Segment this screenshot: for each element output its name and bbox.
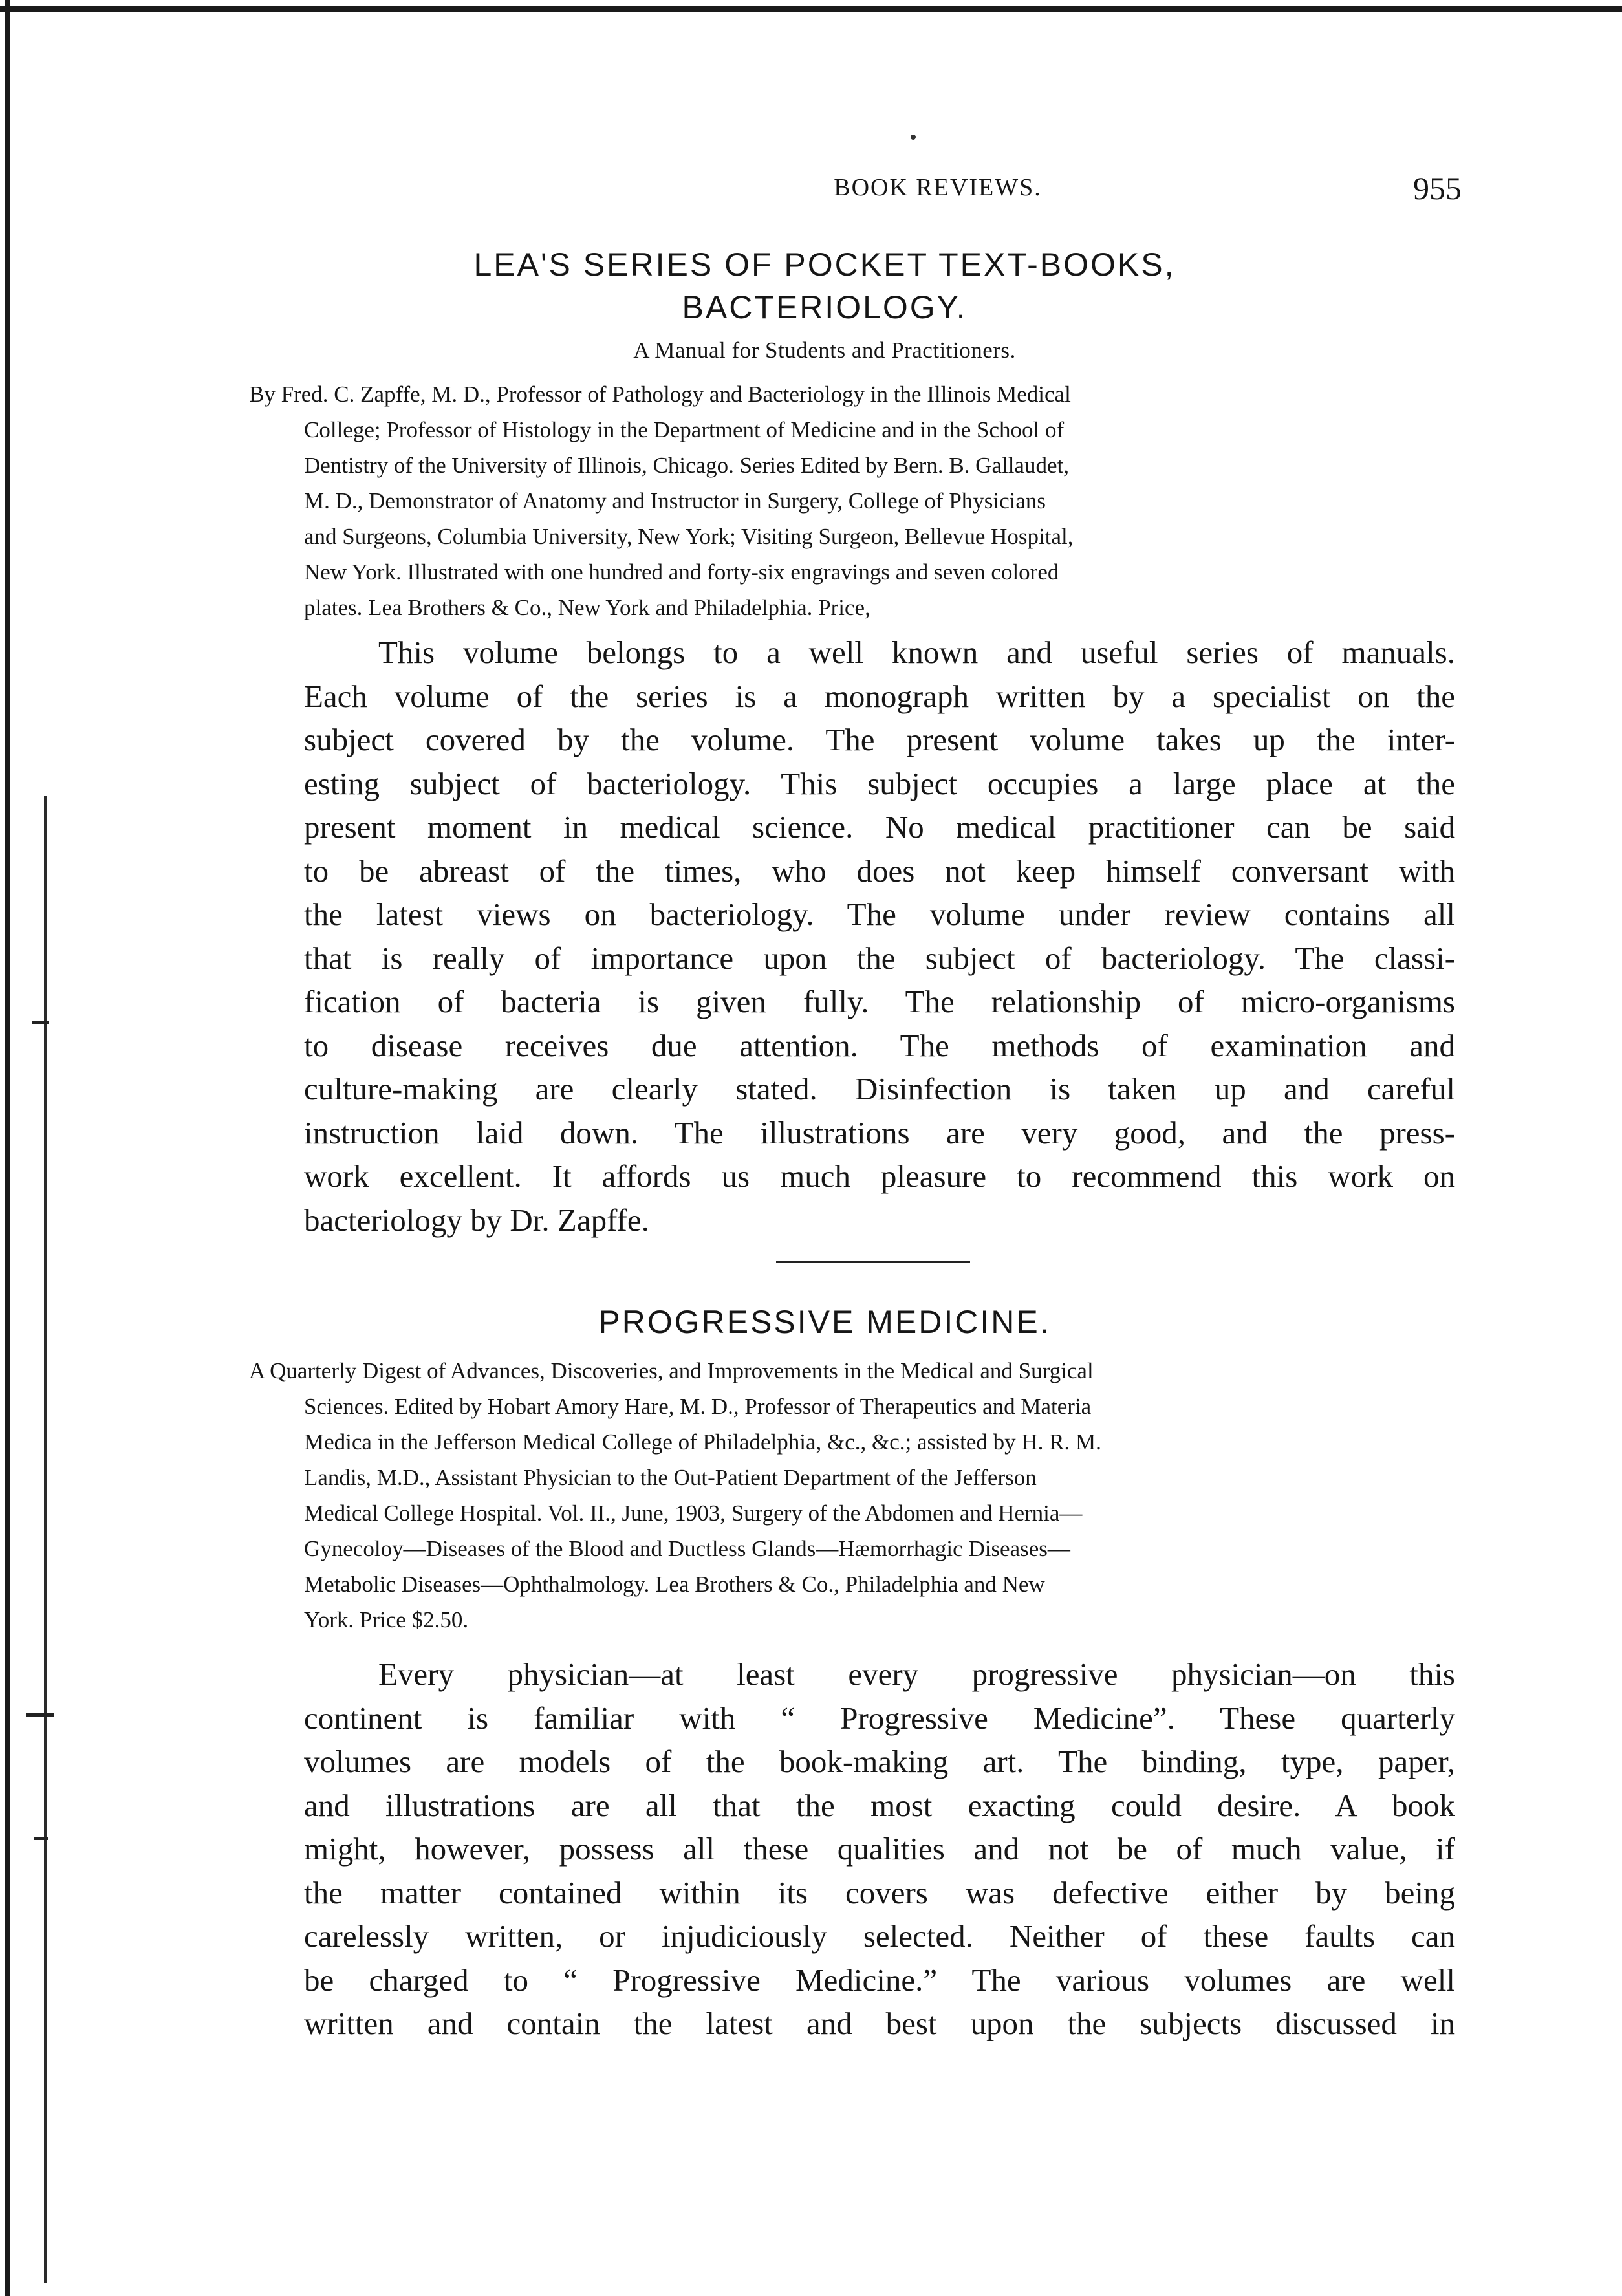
body-line: carelessly written, or injudiciously selected. Neither of these faults can — [304, 1918, 1455, 1954]
body-line: fication of bacteria is given fully. The relationship of micro-organisms — [304, 984, 1455, 1019]
review-title-2: BACTERIOLOGY. — [682, 289, 968, 325]
citation-line: Dentistry of the University of Illinois, Chicago. Series Edited by Bern. B. Gallaudet, — [304, 453, 1069, 478]
review-title: PROGRESSIVE MEDICINE. — [598, 1304, 1051, 1340]
bibliographic-citation — [249, 376, 1455, 625]
review-body — [304, 1652, 1455, 2046]
running-head: BOOK REVIEWS. — [834, 174, 1042, 201]
body-line: might, however, possess all these qualities and not be of much value, if — [304, 1831, 1455, 1867]
citation-line: Sciences. Edited by Hobart Amory Hare, M. D., Professor of Therapeutics and Materia — [304, 1394, 1092, 1419]
scan-binding-line — [44, 796, 47, 2283]
body-line: the latest views on bacteriology. The volume under review contains all — [304, 896, 1455, 932]
body-line: This volume belongs to a well known and useful series of manuals. — [378, 634, 1455, 670]
body-line: culture-making are clearly stated. Disinfection is taken up and careful — [304, 1071, 1455, 1107]
body-line: Every physician—at least every progressive physician—on this — [378, 1656, 1455, 1692]
body-line: written and contain the latest and best upon the subjects discussed in — [304, 2006, 1455, 2041]
citation-line: Medica in the Jefferson Medical College of Philadelphia, &c., &c.; assisted by H. R. M. — [304, 1429, 1101, 1455]
citation-line: York. Price $2.50. — [304, 1607, 469, 1632]
body-line: esting subject of bacteriology. This subject occupies a large place at the — [304, 765, 1455, 801]
citation-line: Landis, M.D., Assistant Physician to the Out-Patient Department of the Jefferson — [304, 1465, 1037, 1490]
scan-mark — [32, 1021, 49, 1024]
scan-speck — [911, 135, 916, 140]
body-line: bacteriology by Dr. Zapffe. — [304, 1202, 649, 1238]
citation-line: M. D., Demonstrator of Anatomy and Instructor in Surgery, College of Physicians — [304, 488, 1046, 514]
body-line: to disease receives due attention. The methods of examination and — [304, 1027, 1455, 1063]
body-line: the matter contained within its covers was defective either by being — [304, 1874, 1455, 1911]
scan-mark — [26, 1713, 54, 1717]
body-line: continent is familiar with “ Progressive Medicine”. These quarterly — [304, 1700, 1455, 1736]
page-number: 955 — [1413, 170, 1462, 206]
body-line: work excellent. It affords us much pleasure to recommend this work on — [304, 1158, 1455, 1194]
body-line: and illustrations are all that the most exacting could desire. A book — [304, 1787, 1455, 1823]
body-line: subject covered by the volume. The present volume takes up the inter- — [304, 722, 1455, 757]
body-line: Each volume of the series is a monograph written by a specialist on the — [304, 678, 1455, 714]
review-subtitle: A Manual for Students and Practitioners. — [633, 338, 1016, 363]
citation-line: College; Professor of Histology in the Department of Medicine and in the School of — [304, 417, 1065, 442]
citation-line: Medical College Hospital. Vol. II., June, 1903, Surgery of the Abdomen and Hernia— — [304, 1500, 1083, 1526]
bibliographic-citation — [249, 1353, 1455, 1638]
citation-line: and Surgeons, Columbia University, New York; Visiting Surgeon, Bellevue Hospital, — [304, 524, 1074, 549]
review-body — [304, 631, 1455, 1242]
scan-edge-left — [5, 0, 10, 2296]
body-line: present moment in medical science. No medical practitioner can be said — [304, 809, 1455, 845]
citation-line: Gynecoloy—Diseases of the Blood and Ductless Glands—Hæmorrhagic Diseases— — [304, 1536, 1070, 1561]
citation-line: New York. Illustrated with one hundred and forty-six engravings and seven colored — [304, 559, 1059, 585]
citation-line: Metabolic Diseases—Ophthalmology. Lea Brothers & Co., Philadelphia and New — [304, 1572, 1045, 1597]
scan-edge-top — [0, 6, 1622, 12]
citation-line: By Fred. C. Zapffe, M. D., Professor of Pathology and Bacteriology in the Illinois Medical — [249, 382, 1071, 407]
body-line: volumes are models of the book-making art. The binding, type, paper, — [304, 1744, 1455, 1779]
body-line: to be abreast of the times, who does not keep himself conversant with — [304, 852, 1455, 889]
citation-line: A Quarterly Digest of Advances, Discoveries, and Improvements in the Medical and Surgical — [249, 1358, 1094, 1383]
body-line: that is really of importance upon the subject of bacteriology. The classi- — [304, 940, 1455, 976]
body-line: be charged to “ Progressive Medicine.” The various volumes are well — [304, 1962, 1455, 1998]
section-divider — [776, 1261, 970, 1263]
review-title: LEA'S SERIES OF POCKET TEXT-BOOKS, — [473, 246, 1176, 283]
scan-mark — [34, 1837, 48, 1840]
citation-line: plates. Lea Brothers & Co., New York and Philadelphia. Price, — [304, 595, 870, 620]
body-line: instruction laid down. The illustrations are very good, and the press- — [304, 1114, 1455, 1151]
